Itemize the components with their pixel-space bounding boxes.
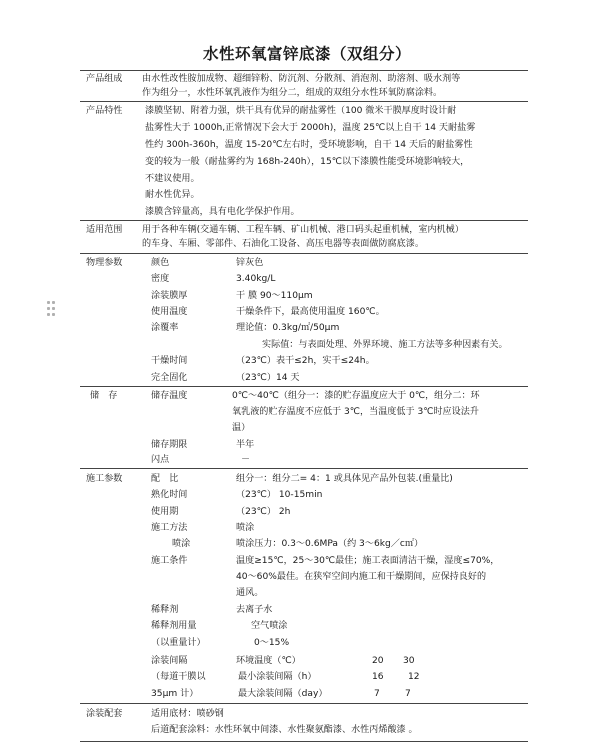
section-divider [80,220,528,221]
param-value: 组分一：组分二= 4：1 或具体见产品外包装.(重量比) [236,474,453,484]
composition-line: 作为组分一，水性环氧乳液作为组分二，组成的双组分水性环氧防腐涂料。 [142,88,443,98]
interval-max-value: 7 [405,689,411,699]
param-value: 实际值：与表面处理、外界环境、施工方法等多种因素有关。 [262,340,508,350]
param-name: 涂覆率 [151,323,179,333]
section-divider [80,253,528,254]
interval-min-label: 最小涂装间隔（h） [238,672,317,682]
section-divider [80,101,528,102]
param-name: （以重量计） [151,638,206,648]
interval-temp-value: 20 [372,656,384,666]
param-name: 稀释剂用量 [151,621,197,631]
param-name: 涂装膜厚 [151,291,188,301]
param-name: 配 比 [151,474,179,484]
features-line: 耐水性优异。 [145,190,200,200]
section-divider [80,386,528,387]
param-value: 3.40kg/L [236,274,276,284]
section-divider [80,703,528,704]
param-name: 储存期限 [151,440,188,450]
interval-min-value: 16 [372,672,384,682]
param-name: 熟化时间 [151,490,188,500]
drag-handle-icon[interactable] [47,301,57,317]
param-value: 喷涂 [236,523,255,533]
section-label-storage: 储 存 [90,391,118,401]
section-divider [80,70,528,71]
param-value: 半年 [236,440,255,450]
param-name: 密度 [151,274,170,284]
param-name: 颜色 [151,258,170,268]
param-name: 使用温度 [151,307,188,317]
section-divider [80,741,528,742]
storage-temp-line: 0℃～40℃（组分一：漆的贮存温度应大于 0℃，组分二：环 [232,391,480,401]
param-name: 施工方法 [151,523,188,533]
construction-condition-line: 通风。 [236,588,264,598]
features-line: 不建议使用。 [145,174,200,184]
param-value: （23℃） 2h [236,507,291,517]
composition-line: 由水性改性胺加成物、超细锌粉、防沉剂、分散剂、消泡剂、助溶剂、吸水剂等 [142,74,461,84]
param-name: 储存温度 [151,391,188,401]
storage-temp-line: 温） [232,423,251,433]
section-label-physical: 物理参数 [86,258,123,268]
param-value: － [241,455,251,465]
document-title: 水性环氧富锌底漆（双组分） [202,45,411,63]
param-value: 喷涂压力：0.3～0.6MPa（约 3～6kg／c㎡） [236,539,424,549]
matching-line: 后道配套涂料：水性环氧中间漆、水性聚氨酯漆、水性丙烯酸漆 。 [151,725,418,735]
construction-condition-line: 温度≥15℃，25～30℃最佳；施工表面清洁干燥，湿度≤70%， [236,556,500,566]
features-line: 漆膜含锌量高，具有电化学保护作用。 [145,207,300,217]
application-range-line: 用于各种车辆(交通车辆、工程车辆、矿山机械、港口码头起重机械，室内机械） [142,225,464,235]
interval-env-temp-label: 环境温度（℃） [236,656,301,666]
param-name: 喷涂 [172,539,191,549]
section-label-features: 产品特性 [86,106,123,116]
matching-line: 适用底材：喷砂钢 [151,709,224,719]
param-name: 涂装间隔 [151,656,188,666]
param-name: （每道干膜以 [151,672,206,682]
section-divider [80,468,528,469]
features-line: 变的较为一般（耐盐雾约为 168h-240h），15℃以下漆膜性能受环境影响较大， [145,157,470,167]
interval-max-label: 最大涂装间隔（day） [238,689,328,699]
application-range-line: 的车身、车厢、零部件、石油化工设备、高压电器等表面做防腐底漆。 [142,239,424,249]
param-value: （23℃）14 天 [236,373,300,383]
param-value: 去离子水 [236,605,273,615]
section-label-composition: 产品组成 [86,74,123,84]
features-line: 盐雾性大于 1000h,正常情况下会大于 2000h)，温度 25℃以上自干 14 天耐盐雾 [145,123,476,133]
param-value: 0～15% [254,638,290,648]
param-name: 施工条件 [151,556,188,566]
param-name: 干燥时间 [151,356,188,366]
param-value: 空气喷涂 [251,621,288,631]
param-value: 理论值：0.3kg/㎡/50μm [236,323,340,333]
param-name: 35μm 计） [151,689,199,699]
param-name: 闪点 [151,455,170,465]
interval-min-value: 12 [408,672,420,682]
param-value: （23℃） 10-15min [236,490,323,500]
storage-temp-line: 氧乳液的贮存温度不应低于 3℃，当温度低于 3℃时应设法升 [232,407,479,417]
param-value: （23℃）表干≤2h，实干≤24h。 [236,356,375,366]
param-value: 锌灰色 [236,258,264,268]
param-name: 稀释剂 [151,605,179,615]
interval-temp-value: 30 [403,656,415,666]
param-name: 完全固化 [151,373,188,383]
features-line: 漆膜坚韧、附着力强，烘干具有优异的耐盐雾性（100 微米干膜厚度时设计耐 [145,106,457,116]
param-value: 干燥条件下，最高使用温度 160℃。 [236,307,385,317]
section-label-matching: 涂装配套 [86,709,123,719]
features-line: 性约 300h-360h，温度 15-20℃左右时，受环境影响，自干 14 天后的耐盐雾性 [145,140,473,150]
param-value: 干 膜 90～110μm [236,291,313,301]
construction-condition-line: 40～60%最佳。在狭窄空间内施工和干燥期间，应保持良好的 [236,572,487,582]
param-name: 使用期 [151,507,179,517]
section-label-application-range: 适用范围 [86,225,123,235]
section-label-construction: 施工参数 [86,474,123,484]
interval-max-value: 7 [374,689,380,699]
